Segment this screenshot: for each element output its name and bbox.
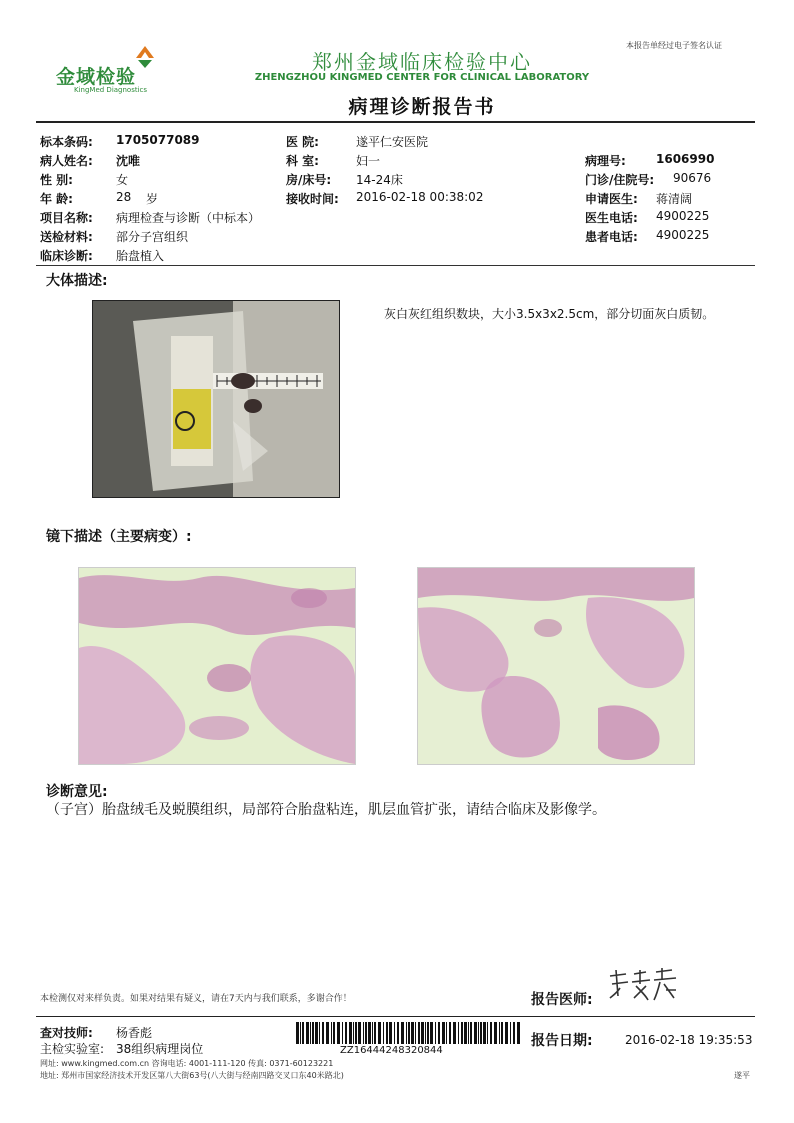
material-label: 送检材料: [40,230,93,244]
doctor-phone-value: 4900225 [656,209,710,223]
doctor-label: 申请医生: [585,192,638,206]
checker-value: 杨香彪 [116,1026,153,1040]
bed-label: 房/床号: [286,173,332,187]
outpatient-value: 90676 [673,171,712,185]
contact-line: 网址: www.kingmed.com.cn 咨询电话: 4001-111-120 传真: 0371-60123221 [40,1059,334,1068]
name-label: 病人姓名: [40,154,93,168]
micrograph-left [78,567,356,765]
pathology-no-label: 病理号: [585,154,626,168]
dept-label: 科 室: [286,154,319,168]
age-unit: 岁 [146,192,159,206]
name-value: 沈唯 [116,154,141,168]
footer-divider [36,1016,755,1017]
outpatient-label: 门诊/住院号: [585,173,655,187]
esign-note: 本报告单经过电子签名认证 [626,41,722,50]
logo-text: 金域检验 [56,66,137,88]
corner-note: 遂平 [734,1071,750,1080]
address-line: 地址: 郑州市国家经济技术开发区第八大街63号(八大街与经南四路交叉口东40米路北) [40,1071,344,1080]
age-value: 28 [116,190,132,204]
gross-specimen-photo [92,300,340,498]
report-date-label: 报告日期: [531,1033,593,1049]
report-doctor-label: 报告医师: [531,992,593,1008]
age-label: 年 龄: [40,192,73,206]
doctor-value: 蒋清阔 [656,192,693,206]
clinical-value: 胎盘植入 [116,249,165,263]
received-label: 接收时间: [286,192,339,206]
item-label: 项目名称: [40,211,93,225]
report-barcode [296,1022,522,1044]
gross-text: 灰白灰红组织数块，大小3.5x3x2.5cm，部分切面灰白质韧。 [384,307,715,321]
dept-value: 妇一 [356,154,381,168]
lab-value: 38组织病理岗位 [116,1042,204,1056]
hospital-label: 医 院: [286,135,319,149]
disclaimer: 本检测仅对来样负责。如果对结果有疑义，请在7天内与我们联系，多谢合作！ [40,994,352,1004]
patient-phone-label: 患者电话: [585,230,638,244]
header-divider [36,121,755,123]
report-date-value: 2016-02-18 19:35:53 [625,1033,753,1047]
logo-subtitle: KingMed Diagnostics [74,86,148,94]
lab-label: 主检实验室: [40,1042,105,1056]
sex-label: 性 别: [40,173,73,187]
report-title: 病理诊断报告书 [348,96,496,118]
doctor-phone-label: 医生电话: [585,211,638,225]
center-name-en: ZHENGZHOU KINGMED CENTER FOR CLINICAL LABORATORY [254,72,590,83]
diagnosis-text: （子宫）胎盘绒毛及蜕膜组织，局部符合胎盘粘连，肌层血管扩张，请结合临床及影像学。 [46,802,606,818]
barcode-value: 1705077089 [116,133,200,147]
patient-phone-value: 4900225 [656,228,710,242]
barcode-text: ZZ16444248320844 [340,1045,443,1056]
diagnosis-title: 诊断意见: [46,784,108,800]
doctor-signature [606,966,680,1002]
material-value: 部分子宫组织 [116,230,189,244]
micrograph-right [417,567,695,765]
hospital-value: 遂平仁安医院 [356,135,429,149]
center-name-cn: 郑州金域临床检验中心 [312,50,532,74]
bed-value: 14-24床 [356,173,403,187]
barcode-label: 标本条码: [40,135,93,149]
sex-value: 女 [116,173,129,187]
received-value: 2016-02-18 00:38:02 [356,190,484,204]
clinical-label: 临床诊断: [40,249,93,263]
micro-title: 镜下描述（主要病变）: [46,529,192,545]
checker-label: 查对技师: [40,1026,93,1040]
info-divider [36,265,755,266]
item-value: 病理检查与诊断（中标本） [116,211,261,225]
pathology-no-value: 1606990 [656,152,715,166]
gross-title: 大体描述: [46,273,108,289]
